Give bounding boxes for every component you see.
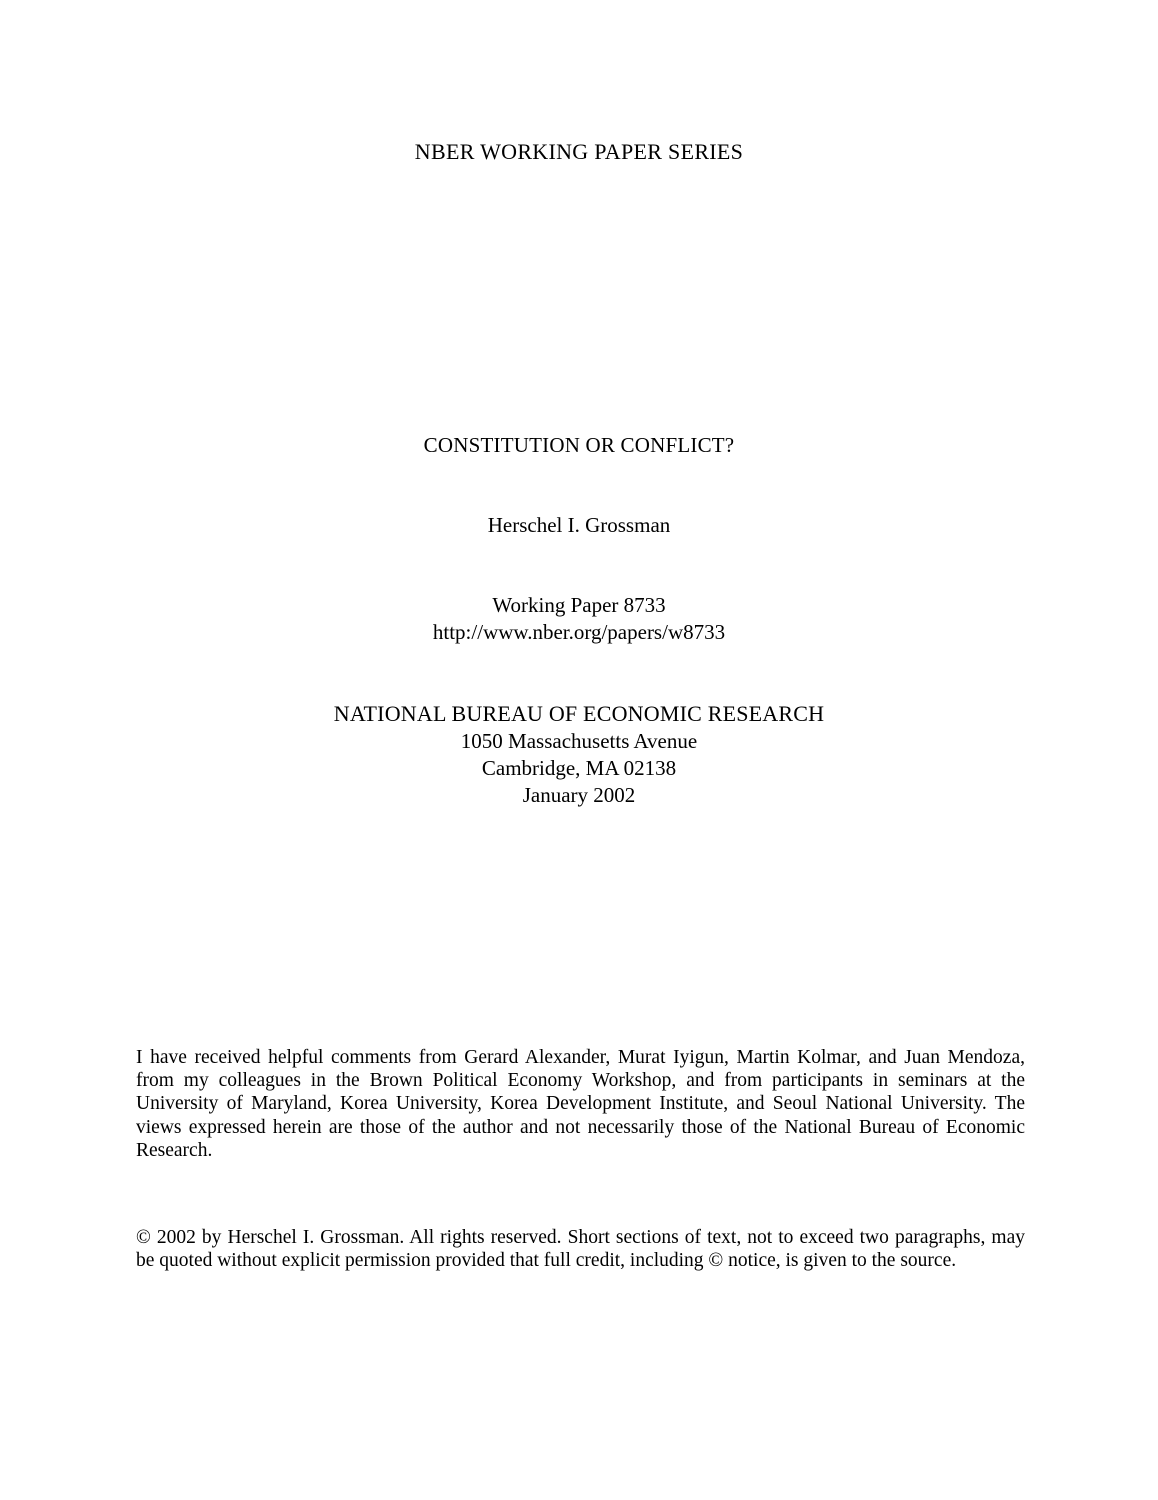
copyright-block (136, 1226, 1025, 1272)
institution-block (0, 700, 1158, 809)
title-block (0, 432, 1158, 459)
institution-street: 1050 Massachusetts Avenue (460, 729, 698, 753)
series-header: NBER WORKING PAPER SERIES (414, 139, 744, 164)
page-title: CONSTITUTION OR CONFLICT? (423, 433, 735, 457)
institution-city-state-zip: Cambridge, MA 02138 (481, 756, 677, 780)
acknowledgements-text: I have received helpful comments from Gerard Alexander, Murat Iyigun, Martin Kolmar, and Juan Mendoza, from my colleagues in the Brown Political Economy Workshop, and from participants in seminars at the University of Maryland, Korea University, Korea Development Institute, and Seoul National University. The views expressed herein are those of the author and not necessarily those of the National Bureau of Economic Research. (136, 1047, 1025, 1161)
acknowledgements-block (136, 1046, 1025, 1162)
author-name: Herschel I. Grossman (487, 513, 671, 537)
publication-date: January 2002 (522, 783, 636, 807)
paper-url-link[interactable]: http://www.nber.org/papers/w8733 (432, 620, 726, 644)
institution-name: NATIONAL BUREAU OF ECONOMIC RESEARCH (333, 701, 825, 726)
paper-identifier-block (0, 592, 1158, 646)
copyright-text: © 2002 by Herschel I. Grossman. All rights reserved. Short sections of text, not to exceed two paragraphs, may be quoted without explicit permission provided that full credit, including © notice, is given to the source. (136, 1227, 1025, 1272)
working-paper-number: Working Paper 8733 (492, 593, 666, 617)
author-block (0, 512, 1158, 539)
